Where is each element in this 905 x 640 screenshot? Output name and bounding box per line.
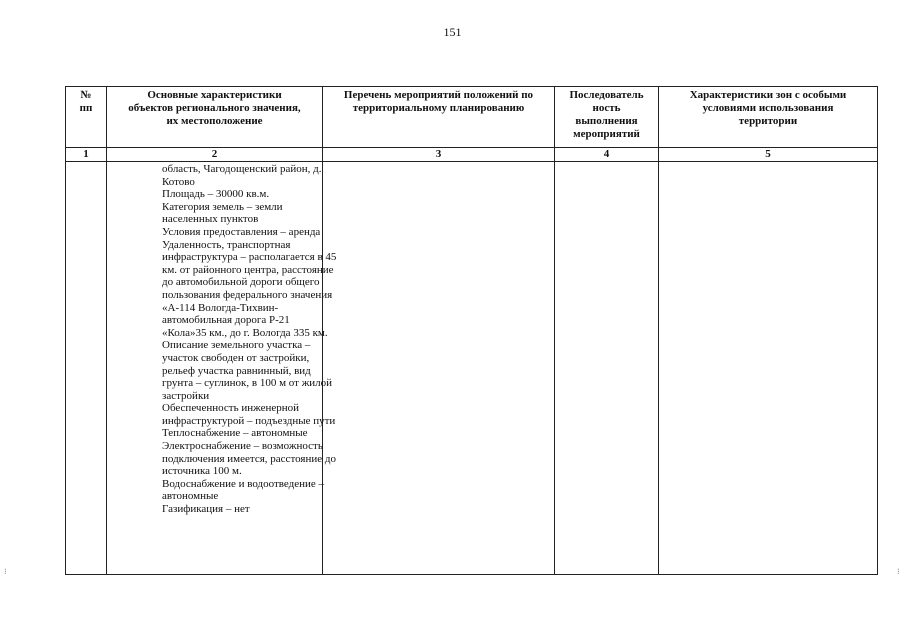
description-line: Электроснабжение – возможность [162, 440, 323, 453]
header-line: территориальному планированию [352, 102, 525, 114]
cell-sequence [555, 162, 659, 575]
header-line: объектов регионального значения, [128, 102, 301, 114]
header-row [66, 87, 878, 148]
header-line: Перечень мероприятий положений по [343, 89, 534, 101]
data-table [65, 86, 878, 575]
description-line: Условия предоставления – аренда [162, 225, 321, 238]
header-col-2 [107, 87, 323, 148]
description-line: км. от районного центра, расстояние [162, 263, 334, 276]
header-line: Основные характеристики [147, 89, 282, 101]
header-col-5 [659, 87, 878, 148]
column-number: 5 [659, 148, 878, 162]
description-line: область, Чагодощенский район, д. [162, 163, 322, 175]
description-line: Удаленность, транспортная [162, 238, 291, 251]
edge-mark-right: ⁝ [897, 567, 900, 576]
header-line: их местоположение [166, 115, 263, 127]
description-line: «Кола»35 км., до г. Вологда 335 км. [162, 326, 328, 339]
description-line: застройки [162, 389, 210, 402]
header-line: Характеристики зон с особыми [689, 89, 847, 101]
description-line: Водоснабжение и водоотведение – [162, 477, 325, 490]
column-number: 4 [555, 148, 659, 162]
description-line: инфраструктурой – подъездные пути [162, 414, 336, 427]
header-line: выполнения [575, 115, 638, 127]
description-line: Котово [162, 175, 195, 188]
header-col-3 [323, 87, 555, 148]
description-line: Категория земель – земли [162, 200, 283, 213]
cell-zones [659, 162, 878, 575]
header-line: № [80, 89, 92, 101]
object-description [107, 163, 337, 516]
column-number: 2 [107, 148, 323, 162]
cell-number [66, 162, 107, 575]
description-line: участок свободен от застройки, [162, 351, 310, 364]
description-line: Площадь – 30000 кв.м. [162, 188, 270, 201]
cell-object-characteristics [107, 162, 337, 575]
page-number: 151 [443, 25, 462, 39]
description-line: «А-114 Вологда-Тихвин- [162, 301, 279, 314]
description-line: автономные [162, 490, 219, 503]
description-line: автомобильная дорога Р-21 [162, 314, 290, 327]
description-line: рельеф участка равнинный, вид [162, 364, 311, 377]
edge-mark-left: ⁝ [4, 567, 7, 576]
header-line: пп [79, 102, 93, 114]
header-col-1 [66, 87, 107, 148]
description-line: Описание земельного участка – [162, 339, 311, 352]
description-line: Теплоснабжение – автономные [162, 427, 308, 440]
header-line: Последователь [569, 89, 644, 101]
column-number: 3 [323, 148, 555, 162]
description-line: пользования федерального значения [162, 288, 333, 301]
description-line: подключения имеется, расстояние до [162, 452, 336, 465]
description-line: грунта – суглинок, в 100 м от жилой [162, 377, 333, 390]
header-line: мероприятий [573, 128, 640, 140]
column-number: 1 [66, 148, 107, 162]
description-line: источника 100 м. [162, 465, 242, 478]
header-line: условиями использования [702, 102, 834, 114]
description-line: инфраструктура – располагается в 45 [162, 251, 337, 264]
description-line: Обеспеченность инженерной [162, 402, 300, 415]
column-number-row [66, 148, 878, 162]
description-line: до автомобильной дороги общего [162, 276, 320, 289]
description-line: Газификация – нет [162, 503, 250, 516]
cell-measures [323, 162, 555, 575]
header-line: ность [592, 102, 621, 114]
description-line: населенных пунктов [162, 213, 259, 226]
header-line: территории [738, 115, 798, 127]
table-row [66, 162, 878, 575]
header-col-4 [555, 87, 659, 148]
